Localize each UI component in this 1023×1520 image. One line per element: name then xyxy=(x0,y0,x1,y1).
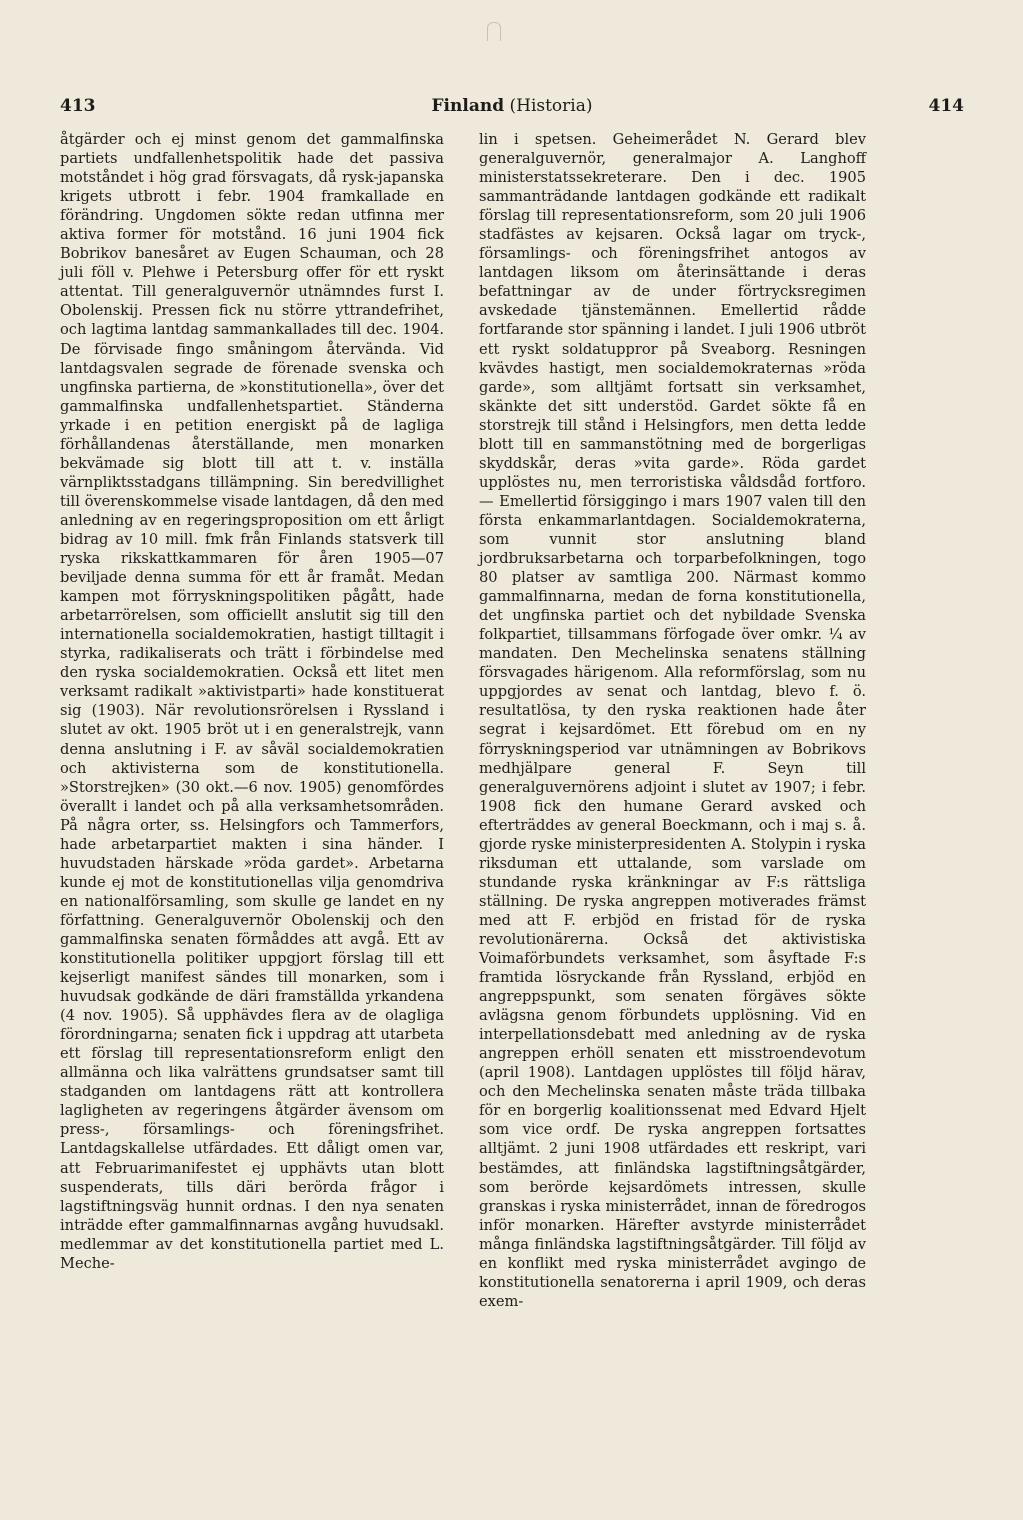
running-title-section: (Historia) xyxy=(509,96,593,116)
running-title xyxy=(60,96,964,116)
page-number-right: 414 xyxy=(928,96,964,116)
running-header xyxy=(60,96,964,120)
running-title-keyword: Finland xyxy=(431,96,505,116)
right-column xyxy=(479,130,866,1311)
left-column-text: åtgärder och ej minst genom det gammalfinska partiets undfallenhetspolitik hade det passiva motståndet i hög grad försvagats, då rysk-japanska krigets utbrott i febr. 1904 framkallade en förändring. Ungdomen sökte redan utfinna mer aktiva former för motstånd. 16 juni 1904 fick Bobrikov banesåret av Eugen Schauman, och 28 juli föll v. Plehwe i Petersburg offer för ett ryskt attentat. Till generalguvernör utnämndes furst I. Obolenskij. Pressen fick nu större yttrandefrihet, och lagtima lantdag sammankallades till dec. 1904. De förvisade fingo småningom återvända. Vid lantdagsvalen segrade de förenade svenska och ungfinska partierna, de »konstitutionella», över det gammalfinska undfallenhetspartiet. Ständerna yrkade i en petition energiskt på de lagliga förhållandenas återställande, men monarken bekvämade sig blott till att t. v. inställa värnpliktsstadgans tillämpning. Sin beredvillighet till överenskommelse visade lantdagen, då den med anledning av en regeringsproposition om ett årligt bidrag av 10 mill. fmk från Finlands statsverk till ryska rikskattkammaren för åren 1905—07 beviljade denna summa för ett år framåt. Medan kampen mot förryskningspolitiken pågått, hade arbetarrörelsen, som officiellt anslutit sig till den internationella socialdemokratien, hastigt tilltagit i styrka, radikaliserats och trätt i förbindelse med den ryska socialdemokratien. Också ett litet men verksamt radikalt »aktivistparti» hade konstituerat sig (1903). När revolutionsrörelsen i Ryssland i slutet av okt. 1905 bröt ut i en generalstrejk, vann denna anslutning i F. av såväl socialdemokratien och aktivisterna som de konstitutionella. »Storstrejken» (30 okt.—6 nov. 1905) genomfördes överallt i landet och på alla verksamhetsområden. På några orter, ss. Helsingfors och Tammerfors, hade arbetarpartiet makten i sina händer. I huvudstaden härskade »röda gardet». Arbetarna kunde ej mot de konstitutionellas vilja genomdriva en nationalförsamling, som skulle ge landet en ny författning. Generalguvernör Obolenskij och den gammalfinska senaten förmåddes att avgå. Ett av konstitutionella politiker uppgjort förslag till ett kejserligt manifest sändes till monarken, som i huvudsak godkände de däri framställda yrkandena (4 nov. 1905). Så upphävdes flera av de olagliga förordningarna; senaten fick i uppdrag att utarbeta ett förslag till representationsreform enligt den allmänna och lika valrättens grundsatser samt till stadganden om lantdagens rätt att kontrollera lagligheten av regeringens åtgärder ävensom om press-, församlings- och föreningsfrihet. Lantdagskallelse utfärdades. Ett dåligt omen var, att Februarimanifestet ej upphävts utan blott suspenderats, tills däri berörda frågor i lagstiftningsväg hunnit ordnas. I den nya senaten inträdde efter gammalfinnarnas avgång huvudsakl. medlemmar av det konstitutionella partiet med L. Meche- xyxy=(60,131,444,1272)
page-number-left: 413 xyxy=(60,96,96,116)
right-column-text: lin i spetsen. Geheimerådet N. Gerard blev generalguvernör, generalmajor A. Langhoff ministerstatssekreterare. Den i dec. 1905 sammanträdande lantdagen godkände ett radikalt förslag till representationsreform, som 20 juli 1906 stadfästes av kejsaren. Också lagar om tryck-, församlings- och föreningsfrihet antogos av lantdagen liksom om återinsättande i deras befattningar av de under förtrycksregimen avskedade tjänstemännen. Emellertid rådde fortfarande stor spänning i landet. I juli 1906 utbröt ett ryskt soldatuppror på Sveaborg. Resningen kvävdes hastigt, men socialdemokraternas »röda garde», som alltjämt fortsatt sin verksamhet, skänkte det sitt understöd. Gardet sökte få en storstrejk till stånd i Helsingfors, men detta ledde blott till en sammanstötning med de borgerligas skyddskår, deras »vita garde». Röda gardet upplöstes nu, men terroristiska våldsdåd fortforo. — Emellertid försiggingo i mars 1907 valen till den första enkammarlantdagen. Socialdemokraterna, som vunnit stor anslutning bland jordbruksarbetarna och torparbefolkningen, togo 80 platser av samtliga 200. Närmast kommo gammalfinnarna, medan de forna konstitutionella, det ungfinska partiet och det nybildade Svenska folkpartiet, tillsammans förfogade över omkr. ¼ av mandaten. Den Mechelinska senatens ställning försvagades härigenom. Alla reformförslag, som nu uppgjordes av senat och lantdag, blevo f. ö. resultatlösa, ty den ryska reaktionen hade åter segrat i kejsardömet. Ett förebud om en ny förryskningsperiod var utnämningen av Bobrikovs medhjälpare general F. Seyn till generalguvernörens adjoint i slutet av 1907; i febr. 1908 fick den humane Gerard avsked och efterträddes av general Boeckmann, och i maj s. å. gjorde ryske ministerpresidenten A. Stolypin i ryska riksduman ett uttalande, som varslade om stundande ryska kränkningar av F:s rättsliga ställning. De ryska angreppen motiverades främst med att F. erbjöd en fristad för de ryska revolutionärerna. Också det aktivistiska Voimaförbundets verksamhet, som åsyftade F:s framtida lösryckande från Ryssland, erbjöd en angreppspunkt, som senaten förgäves sökte avlägsna genom förbundets upplösning. Vid en interpellationsdebatt med anledning av de ryska angreppen erhöll senaten ett misstroendevotum (april 1908). Lantdagen upplöstes till följd härav, och den Mechelinska senaten måste träda tillbaka för en borgerlig koalitionssenat med Edvard Hjelt som vice ordf. De ryska angreppen fortsattes alltjämt. 2 juni 1908 utfärdades ett reskript, vari bestämdes, att finländska lagstiftningsåtgärder, som berörde kejsardömets intressen, skulle granskas i ryska ministerrådet, innan de föredrogos inför monarken. Härefter avstyrde ministerrådet många finländska lagstiftningsåtgärder. Till följd av en konflikt med ryska ministerrådet avgingo de konstitutionella senatorerna i april 1909, och deras exem- xyxy=(479,131,866,1310)
page-corner-mark xyxy=(487,22,501,41)
left-column xyxy=(60,130,444,1273)
